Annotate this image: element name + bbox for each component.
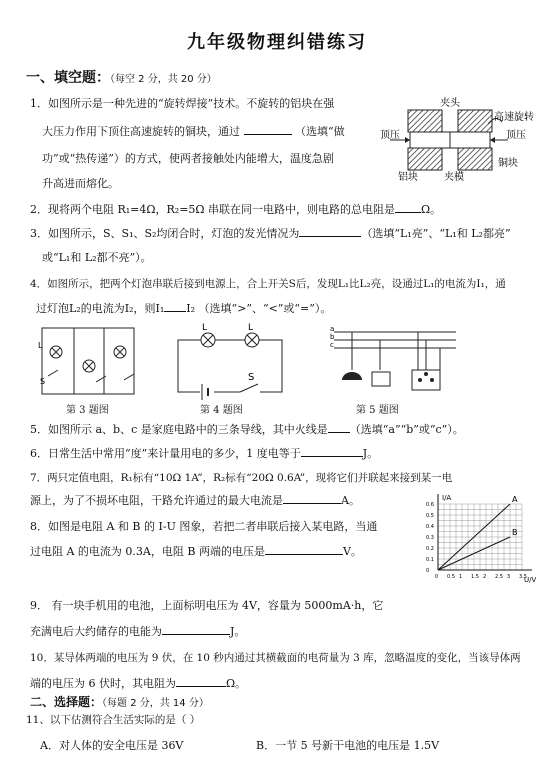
section1-note: （每空 2 分，共 20 分） (110, 74, 217, 85)
q3-line2: 或“L₁和 L₂都不亮”）。 (42, 251, 152, 264)
q11-option-a[interactable]: A．对人体的安全电压是 36V (40, 739, 184, 752)
x-tick-label: 0 (435, 574, 439, 580)
q9-line1: 9． 有一块手机用的电池，上面标明电压为 4V，容量为 5000mA·h，它 (30, 599, 384, 612)
q8-blank[interactable] (265, 542, 343, 555)
q2-blank[interactable] (395, 200, 421, 213)
q4-text-b: I₂ （选填“>”、“<”或“=”）。 (186, 302, 332, 315)
q1-blank[interactable] (244, 122, 292, 135)
q8-line2 (30, 540, 362, 564)
q2 (30, 198, 441, 222)
clamp-top-right (458, 110, 492, 132)
x-axis-label: U/V (524, 576, 537, 584)
x-tick-label: 2.5 (495, 574, 503, 580)
fig4-caption: 第 4 题图 (200, 405, 243, 416)
switch-icon (124, 374, 134, 380)
q9-blank[interactable] (162, 622, 230, 635)
q7-line2 (30, 489, 360, 513)
q7-unit: A。 (341, 494, 360, 507)
x-tick-label: 1 (459, 574, 463, 580)
q2-text: 2．现将两个电阻 R₁=4Ω，R₂=5Ω 串联在同一电路中，则电路的总电阻是 (30, 203, 396, 216)
q6-blank[interactable] (301, 444, 363, 457)
wire-a-label: a (330, 326, 335, 333)
y-tick-label: 0 (426, 568, 430, 574)
q3-blank[interactable] (299, 224, 361, 237)
fig4-label-l2: L (248, 323, 254, 333)
fig4-label-s: S (248, 372, 255, 383)
aluminum-block (410, 132, 450, 148)
label-copper: 铜块 (498, 158, 518, 169)
q5 (30, 418, 464, 442)
q6-unit: J。 (362, 447, 379, 460)
y-axis-label: I/A (442, 494, 452, 502)
q1-line4: 升高进而熔化。 (42, 177, 119, 190)
q3-text: 3．如图所示，S、S₁、S₂均闭合时，灯泡的发光情况为 (30, 227, 300, 240)
q9-text: 充满电后大约储存的电能为 (30, 625, 162, 638)
q8-line1: 8．如图是电阻 A 和 B 的 I-U 图象，若把二者串联后接入某电路，当通 (30, 520, 378, 533)
q5-text-b: （选填“a”“b”或“c”）。 (349, 423, 464, 436)
q10-blank[interactable] (176, 674, 226, 687)
wire-c-label: c (330, 341, 334, 349)
y-tick-label: 0.6 (426, 502, 434, 508)
iu-chart (420, 492, 542, 584)
copper-block (450, 132, 490, 148)
label-clamp-bottom: 夹模 (444, 172, 464, 182)
q7-text: 源上，为了不损坏电阻，干路允许通过的最大电流是 (30, 494, 283, 507)
x-tick-label: 2 (483, 574, 487, 580)
q1-line2 (42, 120, 345, 144)
q4-line2 (36, 297, 331, 321)
fig3-circuit (34, 322, 144, 400)
q9-unit: J。 (230, 625, 246, 638)
q1-text: 大压力作用下顶住高速旋转的铜块，通过 (42, 125, 240, 138)
q1-line3: 功”或“热传递”）的方式，使两者接触处内能增大，温度急剧 (42, 152, 334, 165)
series-label-A: A (512, 495, 518, 504)
switch-icon (48, 370, 58, 376)
q4-line1: 4．如图所示，把两个灯泡串联后接到电源上，合上开关S后，发现L₁比L₂亮，设通过L₁的电流为I₁，通 (30, 278, 506, 290)
q8-unit: V。 (342, 545, 362, 558)
q1-text-b: （选填“做 (295, 125, 345, 138)
y-tick-label: 0.3 (426, 535, 434, 541)
q6-text: 6．日常生活中常用“度”来计量用电的多少，1 度电等于 (30, 447, 301, 460)
y-tick-label: 0.5 (426, 513, 434, 519)
clamp-bottom-right (458, 148, 492, 170)
section2-note: （每题 2 分，共 14 分） (102, 698, 209, 709)
clamp-top-left (408, 110, 442, 132)
q11-stem: 11、以下估测符合生活实际的是（ ） (26, 714, 201, 726)
label-press-right: 顶压 (506, 130, 526, 141)
q6 (30, 442, 378, 466)
fig3-caption: 第 3 题图 (66, 405, 109, 416)
wire-b-label: b (330, 333, 335, 341)
q10-line1: 10．某导体两端的电压为 9 伏，在 10 秒内通过其横截面的电荷量为 3 库，忽略温度的变化，当该导体两 (30, 652, 521, 664)
y-tick-label: 0.1 (426, 557, 434, 563)
q7-blank[interactable] (283, 491, 341, 504)
fig4-label-l1: L (202, 323, 208, 333)
q10-text: 端的电压为 6 伏时，其电阻为 (30, 677, 176, 690)
x-tick-label: 1.5 (471, 574, 479, 580)
page-title: 九年级物理纠错练习 (187, 32, 367, 53)
y-tick-label: 0.4 (426, 524, 434, 530)
section2-title: 二、选择题： (30, 695, 103, 709)
q9-line2 (30, 620, 245, 644)
q2-unit: Ω。 (421, 203, 442, 216)
x-tick-label: 0.5 (447, 574, 455, 580)
fig5-caption: 第 5 题图 (356, 405, 399, 416)
switch-box-icon (372, 372, 390, 386)
fig4-circuit (170, 322, 290, 400)
label-spin: 高速旋转 (494, 112, 534, 123)
q1-line1: 1．如图所示是一种先进的“旋转焊接”技术。不旋转的铝块在强 (30, 97, 335, 110)
q11-option-b[interactable]: B．一节 5 号新干电池的电压是 1.5V (256, 739, 440, 752)
label-press-left: 顶压 (380, 130, 400, 141)
label-aluminum: 铝块 (398, 172, 418, 182)
q4-text: 过灯泡L₂的电流为I₂，则I₁ (36, 302, 165, 315)
series-label-B: B (512, 528, 518, 537)
label-clamp-top: 夹头 (440, 98, 460, 109)
section1-heading (26, 67, 217, 87)
q8-text: 过电阻 A 的电流为 0.3A，电阻 B 两端的电压是 (30, 545, 265, 558)
q4-blank[interactable] (164, 299, 186, 312)
fig3-label-l: L (38, 341, 43, 350)
x-tick-label: 3 (507, 574, 511, 580)
q5-blank[interactable] (328, 420, 350, 433)
y-tick-label: 0.2 (426, 546, 434, 552)
q3-line1 (30, 222, 511, 246)
fig5-house-circuit (330, 326, 460, 398)
q7-line1: 7．两只定值电阻，R₁标有“10Ω 1A”，R₂标有“20Ω 0.6A”，现将它们并联起来接到某一电 (30, 472, 453, 484)
q5-text: 5．如图所示 a、b、c 是家庭电路中的三条导线，其中火线是 (30, 423, 328, 436)
x-tick-label: 3.5 (519, 574, 527, 580)
clamp-bottom-left (408, 148, 442, 170)
section1-title: 一、填空题： (26, 70, 110, 86)
fig3-label-s: S (40, 377, 46, 386)
q1-welding-figure (380, 96, 540, 182)
q10-unit: Ω。 (226, 677, 247, 690)
q3-text-b: （选填“L₁亮”、“L₁和 L₂都亮” (361, 227, 511, 240)
lamp-icon (342, 372, 362, 380)
